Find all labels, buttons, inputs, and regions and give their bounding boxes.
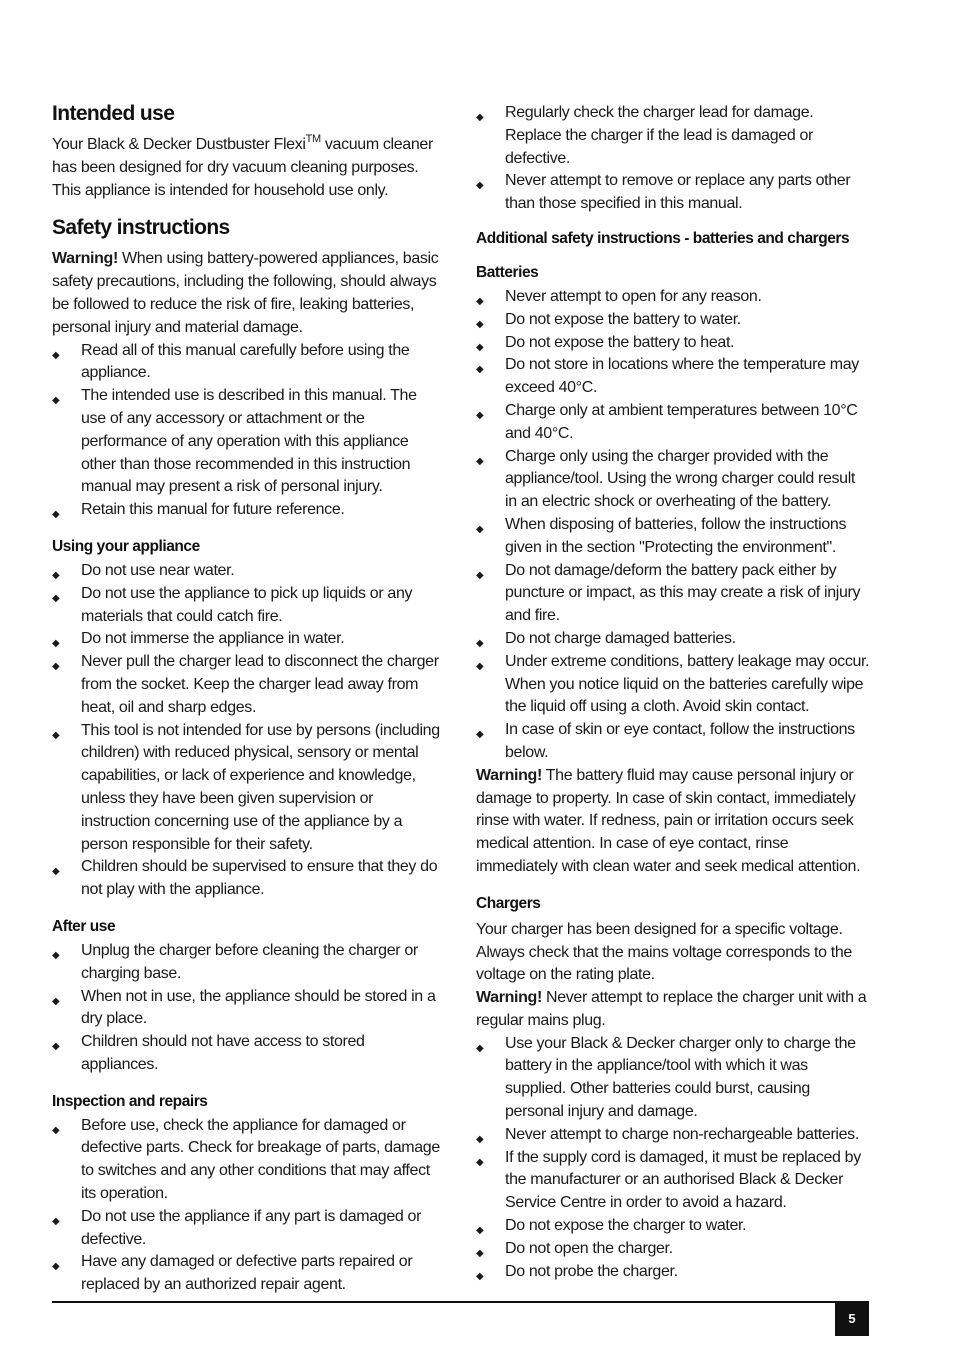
list-item-text: This tool is not intended for use by persons (including children) with reduced physical, sensory or mental capabilities, or lack of experience and knowledge, unless they have been given supervision or instruction concerning use of the appliance by a person responsible for their safety.: [81, 721, 440, 853]
diamond-bullet-icon: ◆: [476, 1225, 484, 1237]
diamond-bullet-icon: ◆: [476, 1247, 484, 1259]
battery-warning-text: The battery fluid may cause personal injury or damage to property. In case of skin contact, immediately rinse with water. If redness, pain or irritation occurs seek medical attention. In case of eye contact, rinse immediately with clean water and seek medical attention.: [476, 766, 861, 875]
list-item-text: Do not immerse the appliance in water.: [81, 630, 345, 648]
inspection-cont-list: [476, 102, 870, 216]
list-item: [52, 499, 444, 522]
inspection-list: [52, 1115, 444, 1297]
list-item-text: In case of skin or eye contact, follow the instructions below.: [505, 721, 855, 761]
list-item-text: Do not use near water.: [81, 561, 235, 579]
list-item-text: Unplug the charger before cleaning the charger or charging base.: [81, 941, 418, 982]
diamond-bullet-icon: ◆: [476, 409, 484, 421]
list-item: [52, 1031, 444, 1077]
list-item: [476, 1124, 870, 1147]
diamond-bullet-icon: ◆: [476, 523, 484, 535]
list-item: [52, 1251, 444, 1297]
charger-warning: [476, 987, 870, 1033]
diamond-bullet-icon: ◆: [52, 1261, 60, 1273]
diamond-bullet-icon: ◆: [52, 638, 60, 650]
diamond-bullet-icon: ◆: [52, 729, 60, 741]
diamond-bullet-icon: ◆: [476, 295, 484, 307]
diamond-bullet-icon: ◆: [52, 592, 60, 604]
battery-warning: [476, 765, 870, 879]
additional-heading: Additional safety instructions - batteries and chargers: [476, 229, 850, 247]
list-item: [476, 309, 870, 332]
list-item-text: Regularly check the charger lead for damage. Replace the charger if the lead is damaged or defective.: [505, 104, 814, 167]
safety-list: [52, 340, 444, 522]
list-item-text: When disposing of batteries, follow the instructions given in the section "Protecting the environment".: [505, 515, 847, 556]
warning-text: When using battery-powered appliances, basic safety precautions, including the following, should always be followed to reduce the risk of fire, leaking batteries, personal injury and material damage.: [52, 250, 439, 336]
list-item-text: Never attempt to charge non-rechargeable batteries.: [505, 1125, 859, 1143]
charger-warning-label: Warning!: [476, 989, 542, 1007]
list-item-text: If the supply cord is damaged, it must be replaced by the manufacturer or an authorised Black & Decker Service Centre in order to avoid a hazard.: [505, 1148, 861, 1212]
diamond-bullet-icon: ◆: [476, 112, 484, 123]
diamond-bullet-icon: ◆: [52, 661, 60, 673]
list-item: [52, 583, 444, 629]
diamond-bullet-icon: ◆: [52, 1215, 60, 1227]
list-item: [476, 651, 870, 719]
page-number: [835, 1301, 869, 1336]
list-item: [476, 102, 870, 170]
list-item-text: The intended use is described in this manual. The use of any accessory or attachment or the performance of any operation with this appliance other than those recommended in this instruction manual may present a risk of personal injury.: [81, 387, 417, 496]
list-item: [52, 940, 444, 986]
list-item-text: Under extreme conditions, battery leakage may occur. When you notice liquid on the batteries carefully wipe the liquid off using a cloth. Avoid skin contact.: [505, 652, 870, 716]
list-item: [476, 170, 870, 216]
diamond-bullet-icon: ◆: [476, 1156, 484, 1168]
footer-rule: [52, 1301, 869, 1303]
diamond-bullet-icon: ◆: [476, 1133, 484, 1145]
list-item: [476, 1147, 870, 1215]
list-item: [476, 560, 870, 628]
list-item-text: Charge only at ambient temperatures between 10°C and 40°C.: [505, 401, 858, 442]
chargers-intro: Your charger has been designed for a specific voltage. Always check that the mains voltage corresponds to the voltage on the rating plate.: [476, 920, 852, 984]
list-item: [476, 1215, 870, 1238]
list-item: [476, 1261, 870, 1284]
diamond-bullet-icon: ◆: [476, 318, 484, 330]
list-item-text: Do not use the appliance to pick up liquids or any materials that could catch fire.: [81, 584, 413, 625]
list-item-text: Do not expose the charger to water.: [505, 1217, 747, 1235]
list-item: [476, 400, 870, 446]
list-item-text: Use your Black & Decker charger only to charge the battery in the appliance/tool with which it was supplied. Other batteries could burst, causing personal injury and damage.: [505, 1034, 856, 1121]
using-list: [52, 560, 444, 902]
list-item-text: When not in use, the appliance should be stored in a dry place.: [81, 987, 436, 1028]
intended-use-text: [52, 134, 444, 202]
page-number-text: 5: [848, 1311, 856, 1326]
list-item: [52, 1206, 444, 1252]
list-item-text: Children should not have access to stored appliances.: [81, 1033, 365, 1073]
battery-warning-label: Warning!: [476, 766, 542, 784]
list-item: [52, 628, 444, 651]
list-item-text: Never attempt to remove or replace any parts other than those specified in this manual.: [505, 172, 851, 213]
batteries-list: [476, 286, 870, 765]
safety-heading: Safety instructions: [52, 216, 230, 240]
charger-warning-text: Never attempt to replace the charger unit with a regular mains plug.: [476, 989, 867, 1029]
after-use-list: [52, 940, 444, 1077]
list-item: [52, 651, 444, 719]
using-heading: Using your appliance: [52, 537, 200, 555]
diamond-bullet-icon: ◆: [476, 455, 484, 467]
diamond-bullet-icon: ◆: [476, 660, 484, 672]
list-item-text: Do not open the charger.: [505, 1239, 673, 1257]
list-item: [476, 446, 870, 514]
list-item: [476, 286, 870, 309]
list-item: [476, 628, 870, 651]
list-item-text: Never pull the charger lead to disconnect the charger from the socket. Keep the charger lead away from heat, oil and sharp edges.: [81, 653, 439, 716]
list-item-text: Have any damaged or defective parts repaired or replaced by an authorized repair agent.: [81, 1253, 413, 1294]
after-use-heading: After use: [52, 917, 116, 935]
diamond-bullet-icon: ◆: [52, 509, 60, 521]
list-item-text: Retain this manual for future reference.: [81, 501, 345, 519]
list-item-text: Read all of this manual carefully before using the appliance.: [81, 341, 410, 382]
list-item-text: Before use, check the appliance for damaged or defective parts. Check for breakage of parts, damage to switches and any other conditions that may affect its operation.: [81, 1116, 440, 1203]
intended-use-text-end: vacuum cleaner has been designed for dry vacuum cleaning purposes. This appliance is intended for household use only.: [52, 136, 433, 199]
diamond-bullet-icon: ◆: [52, 395, 60, 407]
diamond-bullet-icon: ◆: [476, 637, 484, 649]
diamond-bullet-icon: ◆: [476, 341, 484, 353]
inspection-heading: Inspection and repairs: [52, 1092, 208, 1110]
diamond-bullet-icon: ◆: [476, 180, 484, 192]
chargers-heading: Chargers: [476, 894, 541, 912]
diamond-bullet-icon: ◆: [476, 569, 484, 581]
list-item: [52, 385, 444, 499]
list-item: [476, 1238, 870, 1261]
left-column: [52, 100, 444, 1297]
chargers-list: [476, 1033, 870, 1284]
list-item-text: Do not expose the battery to heat.: [505, 333, 735, 351]
list-item-text: Do not expose the battery to water.: [505, 310, 741, 328]
diamond-bullet-icon: ◆: [52, 349, 60, 361]
list-item: [476, 719, 870, 765]
list-item: [476, 332, 870, 355]
trademark-sup: TM: [305, 133, 321, 145]
list-item: [476, 354, 870, 400]
safety-warning: [52, 248, 444, 339]
list-item-text: Do not charge damaged batteries.: [505, 629, 736, 647]
diamond-bullet-icon: ◆: [476, 729, 484, 741]
diamond-bullet-icon: ◆: [476, 364, 484, 376]
diamond-bullet-icon: ◆: [52, 995, 60, 1007]
intended-use-text-start: Your Black & Decker Dustbuster Flexi: [52, 136, 306, 153]
list-item: [52, 720, 444, 857]
diamond-bullet-icon: ◆: [476, 1270, 484, 1282]
diamond-bullet-icon: ◆: [52, 569, 60, 581]
right-column: [476, 102, 870, 1283]
list-item-text: Children should be supervised to ensure that they do not play with the appliance.: [81, 858, 438, 899]
list-item-text: Do not probe the charger.: [505, 1262, 678, 1280]
diamond-bullet-icon: ◆: [52, 949, 60, 961]
list-item: [52, 1115, 444, 1206]
list-item: [476, 1033, 870, 1124]
list-item-text: Never attempt to open for any reason.: [505, 287, 762, 305]
list-item: [52, 986, 444, 1032]
intended-use-heading: Intended use: [52, 102, 175, 125]
batteries-heading: Batteries: [476, 263, 539, 281]
list-item-text: Do not damage/deform the battery pack either by puncture or impact, as this may create a risk of injury and fire.: [505, 561, 861, 625]
list-item: [52, 856, 444, 902]
list-item: [476, 514, 870, 560]
diamond-bullet-icon: ◆: [52, 1124, 60, 1136]
list-item: [52, 340, 444, 386]
diamond-bullet-icon: ◆: [52, 866, 60, 878]
list-item: [52, 560, 444, 583]
list-item-text: Do not store in locations where the temperature may exceed 40°C.: [505, 356, 859, 397]
warning-label: Warning!: [52, 250, 118, 268]
list-item-text: Charge only using the charger provided with the appliance/tool. Using the wrong charger could result in an electric shock or overheating of the battery.: [505, 447, 856, 511]
diamond-bullet-icon: ◆: [52, 1041, 60, 1053]
diamond-bullet-icon: ◆: [476, 1042, 484, 1054]
list-item-text: Do not use the appliance if any part is damaged or defective.: [81, 1207, 422, 1248]
